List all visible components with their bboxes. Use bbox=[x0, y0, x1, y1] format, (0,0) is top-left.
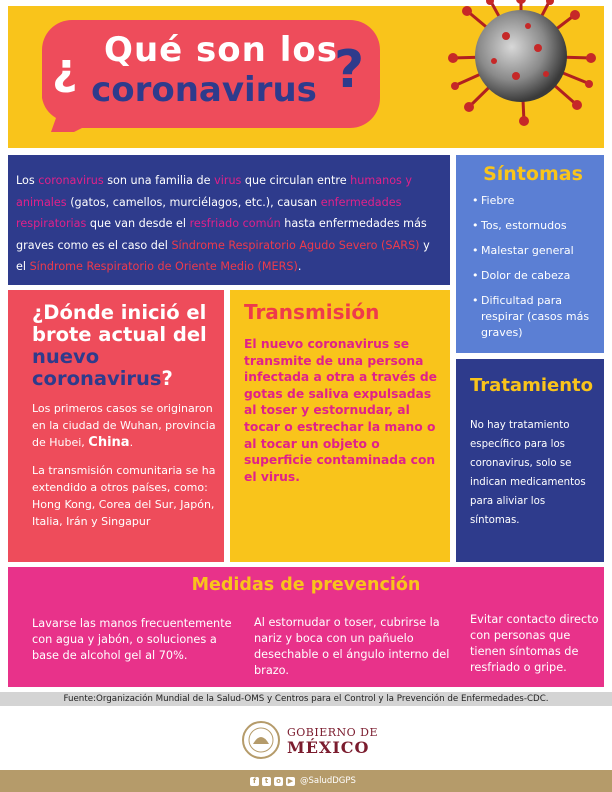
origin-panel bbox=[8, 290, 224, 562]
government-label-line2: MÉXICO bbox=[287, 738, 370, 757]
prevention-item-handwashing: Lavarse las manos frecuentemente con agua y jabón, o soluciones a base de alcohol gel al 70%. bbox=[32, 617, 232, 662]
prevention-item-cover-cough: Al estornudar o toser, cubrirse la nariz y boca con un pañuelo desechable o el ángulo interno del brazo. bbox=[254, 616, 450, 677]
treatment-title: Tratamiento bbox=[470, 375, 593, 396]
page-title-line2: coronavirus bbox=[91, 70, 317, 110]
prevention-panel bbox=[8, 567, 604, 687]
opening-question-mark: ¿ bbox=[52, 44, 78, 95]
transmission-panel bbox=[230, 290, 450, 562]
prevention-title: Medidas de prevención bbox=[191, 575, 421, 595]
origin-paragraph-1: Los primeros casos se originaron en la ciudad de Wuhan, provincia de Hubei, China. bbox=[32, 402, 216, 450]
twitter-icon[interactable]: t bbox=[262, 777, 271, 786]
symptoms-panel bbox=[456, 155, 604, 353]
symptoms-title: Síntomas bbox=[483, 163, 583, 185]
government-label-line1: GOBIERNO DE bbox=[287, 726, 379, 739]
transmission-title: Transmisión bbox=[244, 300, 380, 324]
treatment-panel bbox=[456, 359, 604, 562]
intro-panel bbox=[8, 155, 450, 285]
government-seal-icon bbox=[241, 720, 281, 760]
transmission-text: El nuevo coronavirus se transmite de una persona infectada a otra a través de gotas de saliva expulsadas al toser y estornudar, al tocar o estrechar la mano o al tocar un objeto o superficie contaminada con el virus. bbox=[244, 337, 437, 484]
list-item: • Dificultad para respirar (casos más graves) bbox=[472, 293, 594, 341]
page-title-line1: Qué son los bbox=[104, 30, 338, 70]
symptoms-list bbox=[472, 193, 594, 341]
social-handle[interactable]: @SaludDGPS bbox=[300, 776, 356, 786]
facebook-icon[interactable]: f bbox=[250, 777, 259, 786]
list-item: • Malestar general bbox=[472, 243, 594, 259]
social-links bbox=[250, 775, 356, 787]
list-item: • Tos, estornudos bbox=[472, 218, 594, 234]
origin-title: ¿Dónde inició el brote actual del nuevo coronavirus? bbox=[32, 301, 207, 390]
origin-paragraph-2: La transmisión comunitaria se ha extendido a otros países, como: Hong Kong, Corea del Sur, Japón, Italia, Irán y Singapur bbox=[32, 464, 216, 528]
list-item: • Dolor de cabeza bbox=[472, 268, 594, 284]
closing-question-mark: ? bbox=[334, 40, 365, 100]
instagram-icon[interactable]: o bbox=[274, 777, 283, 786]
coronavirus-illustration bbox=[446, 0, 596, 126]
treatment-text: No hay tratamiento específico para los coronavirus, solo se indican medicamentos para aliviar los síntomas. bbox=[470, 420, 586, 526]
prevention-item-avoid-contact: Evitar contacto directo con personas que tienen síntomas de resfriado o gripe. bbox=[470, 613, 599, 674]
list-item: • Fiebre bbox=[472, 193, 594, 209]
youtube-icon[interactable]: ▶ bbox=[287, 776, 294, 785]
intro-text: Los coronavirus son una familia de virus que circulan entre humanos y animales (gatos, camellos, murciélagos, etc.), causan enfermedades respiratorias que van desde el resfriado común hasta enfermedades más graves como es el caso del Síndrome Respiratorio Agudo Severo (SARS) y el Síndrome Respiratorio de Oriente Medio (MERS). bbox=[16, 174, 430, 273]
source-citation: Fuente:Organización Mundial de la Salud-OMS y Centros para el Control y la Prevención de Enfermedades-CDC. bbox=[0, 692, 612, 706]
